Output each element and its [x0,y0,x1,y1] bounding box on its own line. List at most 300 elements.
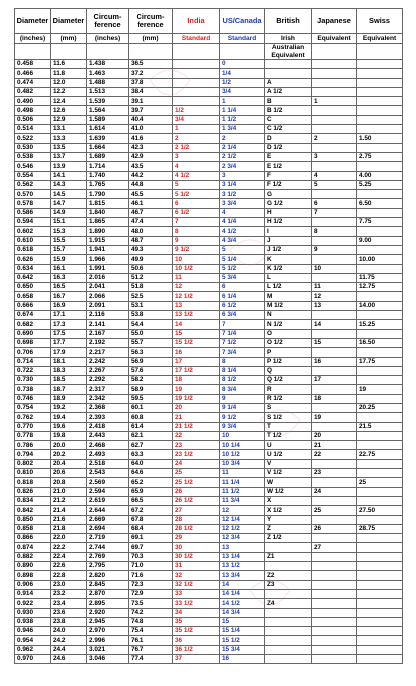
cell-circumference-inches: 1.539 [87,97,129,106]
cell-india-size: 21 1/2 [173,422,220,431]
cell-circumference-inches: 1.463 [87,69,129,78]
ring-size-table [14,8,403,664]
cell-british-size: M [265,292,312,301]
cell-diameter-inches: 0.938 [15,617,51,626]
cell-swiss-size: 28.75 [357,524,403,533]
cell-diameter-inches: 0.530 [15,143,51,152]
cell-india-size: 18 [173,376,220,385]
cell-british-size: A 1/2 [265,87,312,96]
cell-japanese-size [312,608,357,617]
cell-diameter-mm: 21.8 [51,524,87,533]
cell-japanese-size [312,115,357,124]
cell-swiss-size [357,617,403,626]
cell-india-size: 26 1/2 [173,496,220,505]
cell-circumference-mm: 37.2 [129,69,173,78]
cell-circumference-inches: 2.820 [87,571,129,580]
cell-us-size: 15 [220,617,265,626]
cell-us-size: 10 [220,431,265,440]
cell-india-size: 31 [173,562,220,571]
cell-swiss-size [357,413,403,422]
cell-japanese-size: 11 [312,283,357,292]
cell-diameter-mm: 14.9 [51,208,87,217]
cell-british-size: G 1/2 [265,199,312,208]
cell-japanese-size [312,236,357,245]
cell-japanese-size: 22 [312,450,357,459]
table-row [15,627,403,636]
ring-size-chart [14,8,403,664]
header-diameter-inches: Diameter [15,9,51,34]
cell-diameter-mm: 19.6 [51,422,87,431]
cell-us-size: 1 [220,97,265,106]
cell-india-size: 1/2 [173,106,220,115]
table-body [15,60,403,664]
cell-diameter-mm: 15.5 [51,236,87,245]
table-row [15,338,403,347]
cell-us-size: 3 1/4 [220,180,265,189]
cell-japanese-size [312,636,357,645]
cell-diameter-inches: 0.634 [15,264,51,273]
cell-diameter-mm: 22.2 [51,543,87,552]
cell-india-size: 12 1/2 [173,292,220,301]
cell-diameter-mm: 23.4 [51,599,87,608]
cell-british-size: Q 1/2 [265,376,312,385]
cell-india-size [173,87,220,96]
cell-diameter-inches: 0.754 [15,403,51,412]
cell-india-size: 15 1/2 [173,338,220,347]
cell-circumference-mm: 63.3 [129,450,173,459]
cell-india-size: 3/4 [173,115,220,124]
cell-us-size: 5 1/4 [220,255,265,264]
header-circumference-inches: Circum-ference [87,9,129,34]
cell-us-size: 7 1/4 [220,329,265,338]
cell-swiss-size [357,190,403,199]
cell-swiss-size [357,394,403,403]
cell-british-size: I [265,227,312,236]
header-diameter-mm: Diameter [51,9,87,34]
table-row [15,218,403,227]
cell-japanese-size [312,459,357,468]
cell-japanese-size: 26 [312,524,357,533]
cell-japanese-size: 7 [312,208,357,217]
cell-british-size: O [265,329,312,338]
cell-circumference-inches: 2.217 [87,348,129,357]
cell-circumference-mm: 53.1 [129,301,173,310]
cell-swiss-size [357,292,403,301]
cell-diameter-mm: 15.1 [51,218,87,227]
cell-circumference-inches: 2.795 [87,562,129,571]
cell-circumference-inches: 1.915 [87,236,129,245]
cell-circumference-inches: 2.267 [87,366,129,375]
cell-diameter-inches: 0.522 [15,134,51,143]
cell-japanese-size: 27 [312,543,357,552]
cell-circumference-inches: 2.292 [87,376,129,385]
cell-india-size: 12 [173,283,220,292]
table-row [15,115,403,124]
cell-british-size: F 1/2 [265,180,312,189]
cell-diameter-inches: 0.714 [15,357,51,366]
cell-japanese-size [312,273,357,282]
cell-circumference-inches: 2.543 [87,469,129,478]
cell-diameter-inches: 0.690 [15,329,51,338]
cell-circumference-mm: 60.1 [129,403,173,412]
cell-diameter-mm: 12.2 [51,87,87,96]
cell-swiss-size [357,376,403,385]
cell-circumference-mm: 48.0 [129,227,173,236]
cell-circumference-mm: 59.5 [129,394,173,403]
table-row [15,348,403,357]
cell-diameter-mm: 20.4 [51,459,87,468]
cell-india-size: 15 [173,329,220,338]
cell-us-size: 1/2 [220,78,265,87]
table-row [15,78,403,87]
cell-india-size: 23 1/2 [173,450,220,459]
cell-circumference-inches: 2.091 [87,301,129,310]
cell-circumference-mm: 72.9 [129,589,173,598]
cell-diameter-mm: 21.6 [51,515,87,524]
cell-circumference-mm: 69.7 [129,543,173,552]
cell-british-size: L 1/2 [265,283,312,292]
cell-diameter-mm: 18.9 [51,394,87,403]
table-row [15,162,403,171]
cell-india-size: 32 1/2 [173,580,220,589]
cell-japanese-size [312,617,357,626]
unit-circ-inches: (inches) [87,34,129,44]
cell-japanese-size [312,515,357,524]
cell-british-size [265,589,312,598]
cell-circumference-mm: 73.5 [129,599,173,608]
cell-us-size: 9 1/2 [220,413,265,422]
cell-india-size: 25 [173,469,220,478]
cell-diameter-mm: 17.9 [51,348,87,357]
cell-circumference-inches: 1.865 [87,218,129,227]
cell-british-size: Z 1/2 [265,534,312,543]
table-row [15,152,403,161]
cell-swiss-size [357,534,403,543]
cell-us-size: 11 [220,469,265,478]
cell-circumference-mm: 48.7 [129,236,173,245]
cell-india-size: 36 1/2 [173,645,220,654]
cell-circumference-mm: 60.8 [129,413,173,422]
cell-japanese-size [312,534,357,543]
table-row [15,357,403,366]
cell-british-size: S 1/2 [265,413,312,422]
header-japanese: Japanese [312,9,357,34]
cell-us-size: 5 [220,245,265,254]
header-india: India [173,9,220,34]
cell-circumference-mm: 51.8 [129,283,173,292]
cell-diameter-mm: 14.7 [51,199,87,208]
cell-diameter-mm: 22.0 [51,534,87,543]
cell-circumference-inches: 1.714 [87,162,129,171]
cell-us-size: 8 1/2 [220,376,265,385]
cell-circumference-inches: 2.016 [87,273,129,282]
unit-australian-equivalent: Australian Equivalent [265,44,312,60]
cell-diameter-inches: 0.930 [15,608,51,617]
cell-circumference-inches: 3.021 [87,645,129,654]
cell-diameter-mm: 17.5 [51,329,87,338]
cell-swiss-size [357,469,403,478]
cell-swiss-size [357,655,403,664]
cell-us-size: 13 [220,543,265,552]
cell-circumference-inches: 2.066 [87,292,129,301]
cell-diameter-inches: 0.922 [15,599,51,608]
cell-us-size: 1/4 [220,69,265,78]
cell-swiss-size [357,245,403,254]
table-row [15,441,403,450]
cell-circumference-mm: 62.7 [129,441,173,450]
cell-diameter-mm: 15.7 [51,245,87,254]
cell-british-size: E 1/2 [265,162,312,171]
cell-diameter-mm: 11.8 [51,69,87,78]
cell-india-size: 10 1/2 [173,264,220,273]
cell-us-size: 1 1/4 [220,106,265,115]
cell-british-size: Z4 [265,599,312,608]
cell-india-size: 2 1/2 [173,143,220,152]
cell-japanese-size: 25 [312,506,357,515]
cell-circumference-inches: 2.870 [87,589,129,598]
cell-swiss-size: 20.25 [357,403,403,412]
table-row [15,255,403,264]
cell-swiss-size [357,645,403,654]
cell-circumference-inches: 2.493 [87,450,129,459]
cell-british-size: K 1/2 [265,264,312,273]
unit-mm: (mm) [51,34,87,44]
cell-british-size: Z [265,524,312,533]
cell-british-size: W 1/2 [265,487,312,496]
cell-diameter-mm: 16.5 [51,283,87,292]
cell-japanese-size: 9 [312,245,357,254]
cell-diameter-mm: 21.4 [51,506,87,515]
table-row [15,496,403,505]
cell-diameter-mm: 11.6 [51,60,87,69]
cell-circumference-mm: 62.1 [129,431,173,440]
table-row [15,431,403,440]
cell-circumference-inches: 1.589 [87,115,129,124]
cell-india-size: 35 1/2 [173,627,220,636]
table-row [15,60,403,69]
cell-japanese-size [312,655,357,664]
cell-swiss-size [357,487,403,496]
header-row-australian [15,44,403,60]
cell-us-size: 15 1/2 [220,636,265,645]
cell-british-size [265,608,312,617]
cell-japanese-size [312,366,357,375]
cell-india-size: 2 [173,134,220,143]
cell-india-size: 23 [173,441,220,450]
cell-diameter-mm: 13.5 [51,143,87,152]
cell-diameter-inches: 0.954 [15,636,51,645]
cell-swiss-size: 12.75 [357,283,403,292]
cell-japanese-size: 13 [312,301,357,310]
cell-india-size: 25 1/2 [173,478,220,487]
cell-circumference-mm: 53.8 [129,311,173,320]
cell-circumference-inches: 1.513 [87,87,129,96]
cell-british-size [265,636,312,645]
cell-british-size: R [265,385,312,394]
cell-diameter-inches: 0.642 [15,273,51,282]
table-row [15,329,403,338]
cell-us-size: 2 1/4 [220,143,265,152]
cell-british-size: N [265,311,312,320]
table-row [15,589,403,598]
cell-circumference-mm: 71.0 [129,562,173,571]
cell-japanese-size [312,422,357,431]
cell-swiss-size [357,264,403,273]
cell-japanese-size [312,78,357,87]
cell-diameter-inches: 0.850 [15,515,51,524]
cell-us-size: 10 1/2 [220,450,265,459]
cell-india-size [173,60,220,69]
cell-circumference-mm: 39.1 [129,97,173,106]
table-row [15,515,403,524]
cell-japanese-size [312,562,357,571]
cell-us-size: 4 [220,208,265,217]
cell-circumference-mm: 49.3 [129,245,173,254]
cell-circumference-mm: 46.1 [129,199,173,208]
cell-us-size: 2 3/4 [220,162,265,171]
cell-british-size: N 1/2 [265,320,312,329]
cell-circumference-mm: 44.8 [129,180,173,189]
cell-british-size [265,617,312,626]
cell-diameter-mm: 21.0 [51,487,87,496]
cell-swiss-size [357,562,403,571]
header-swiss: Swiss [357,9,403,34]
cell-japanese-size [312,125,357,134]
cell-diameter-mm: 18.5 [51,376,87,385]
table-row [15,394,403,403]
cell-diameter-inches: 0.770 [15,422,51,431]
cell-circumference-mm: 47.4 [129,218,173,227]
cell-swiss-size [357,208,403,217]
cell-india-size: 32 [173,571,220,580]
cell-india-size: 17 1/2 [173,366,220,375]
cell-japanese-size [312,385,357,394]
cell-british-size: Z3 [265,580,312,589]
table-row [15,636,403,645]
cell-british-size [265,543,312,552]
table-row [15,227,403,236]
cell-circumference-mm: 56.9 [129,357,173,366]
cell-circumference-inches: 1.966 [87,255,129,264]
table-row [15,450,403,459]
cell-us-size: 12 1/2 [220,524,265,533]
cell-diameter-mm: 17.3 [51,320,87,329]
cell-swiss-size [357,60,403,69]
cell-india-size [173,97,220,106]
table-row [15,301,403,310]
cell-japanese-size: 20 [312,431,357,440]
header-us-canada: US/Canada [220,9,265,34]
cell-us-size: 14 3/4 [220,608,265,617]
cell-india-size: 34 [173,608,220,617]
cell-diameter-mm: 12.6 [51,106,87,115]
cell-india-size: 30 1/2 [173,552,220,561]
cell-swiss-size [357,552,403,561]
cell-diameter-inches: 0.810 [15,469,51,478]
cell-india-size [173,69,220,78]
table-row [15,655,403,664]
table-row [15,413,403,422]
cell-japanese-size [312,552,357,561]
cell-japanese-size: 19 [312,413,357,422]
cell-us-size: 2 [220,134,265,143]
cell-diameter-inches: 0.498 [15,106,51,115]
cell-circumference-inches: 2.317 [87,385,129,394]
cell-japanese-size: 16 [312,357,357,366]
cell-circumference-inches: 1.765 [87,180,129,189]
cell-circumference-mm: 58.9 [129,385,173,394]
table-header [15,9,403,60]
table-row [15,617,403,626]
cell-japanese-size: 24 [312,487,357,496]
cell-diameter-mm: 20.8 [51,478,87,487]
cell-swiss-size [357,348,403,357]
cell-us-size: 14 1/4 [220,589,265,598]
cell-british-size: B 1/2 [265,106,312,115]
table-row [15,208,403,217]
cell-diameter-inches: 0.682 [15,320,51,329]
cell-diameter-inches: 0.466 [15,69,51,78]
cell-british-size: P [265,348,312,357]
cell-circumference-inches: 1.488 [87,78,129,87]
table-row [15,534,403,543]
cell-circumference-inches: 1.840 [87,208,129,217]
cell-us-size: 8 3/4 [220,385,265,394]
cell-british-size: E [265,152,312,161]
cell-diameter-inches: 0.658 [15,292,51,301]
cell-japanese-size: 18 [312,394,357,403]
table-row [15,264,403,273]
cell-british-size: L [265,273,312,282]
cell-diameter-mm: 23.8 [51,617,87,626]
cell-diameter-mm: 21.2 [51,496,87,505]
cell-swiss-size [357,580,403,589]
cell-us-size: 7 3/4 [220,348,265,357]
cell-diameter-inches: 0.546 [15,162,51,171]
cell-india-size: 5 [173,180,220,189]
cell-circumference-mm: 44.2 [129,171,173,180]
cell-diameter-mm: 13.9 [51,162,87,171]
cell-swiss-size [357,515,403,524]
cell-us-size: 5 3/4 [220,273,265,282]
cell-india-size: 26 [173,487,220,496]
cell-british-size: V [265,459,312,468]
cell-british-size: K [265,255,312,264]
cell-japanese-size [312,60,357,69]
cell-swiss-size: 2.75 [357,152,403,161]
cell-diameter-inches: 0.738 [15,385,51,394]
cell-circumference-inches: 2.242 [87,357,129,366]
cell-diameter-inches: 0.538 [15,152,51,161]
cell-us-size: 11 3/4 [220,496,265,505]
cell-japanese-size [312,348,357,357]
cell-diameter-mm: 20.2 [51,450,87,459]
cell-diameter-mm: 23.2 [51,589,87,598]
cell-japanese-size: 21 [312,441,357,450]
cell-us-size: 11 1/4 [220,478,265,487]
cell-circumference-inches: 1.740 [87,171,129,180]
cell-diameter-mm: 17.7 [51,338,87,347]
cell-circumference-mm: 43.5 [129,162,173,171]
cell-us-size: 9 [220,394,265,403]
cell-diameter-inches: 0.554 [15,171,51,180]
cell-circumference-inches: 2.594 [87,487,129,496]
cell-india-size [173,78,220,87]
cell-british-size: R 1/2 [265,394,312,403]
header-row-titles [15,9,403,34]
cell-british-size: Z1 [265,552,312,561]
cell-circumference-mm: 50.6 [129,264,173,273]
